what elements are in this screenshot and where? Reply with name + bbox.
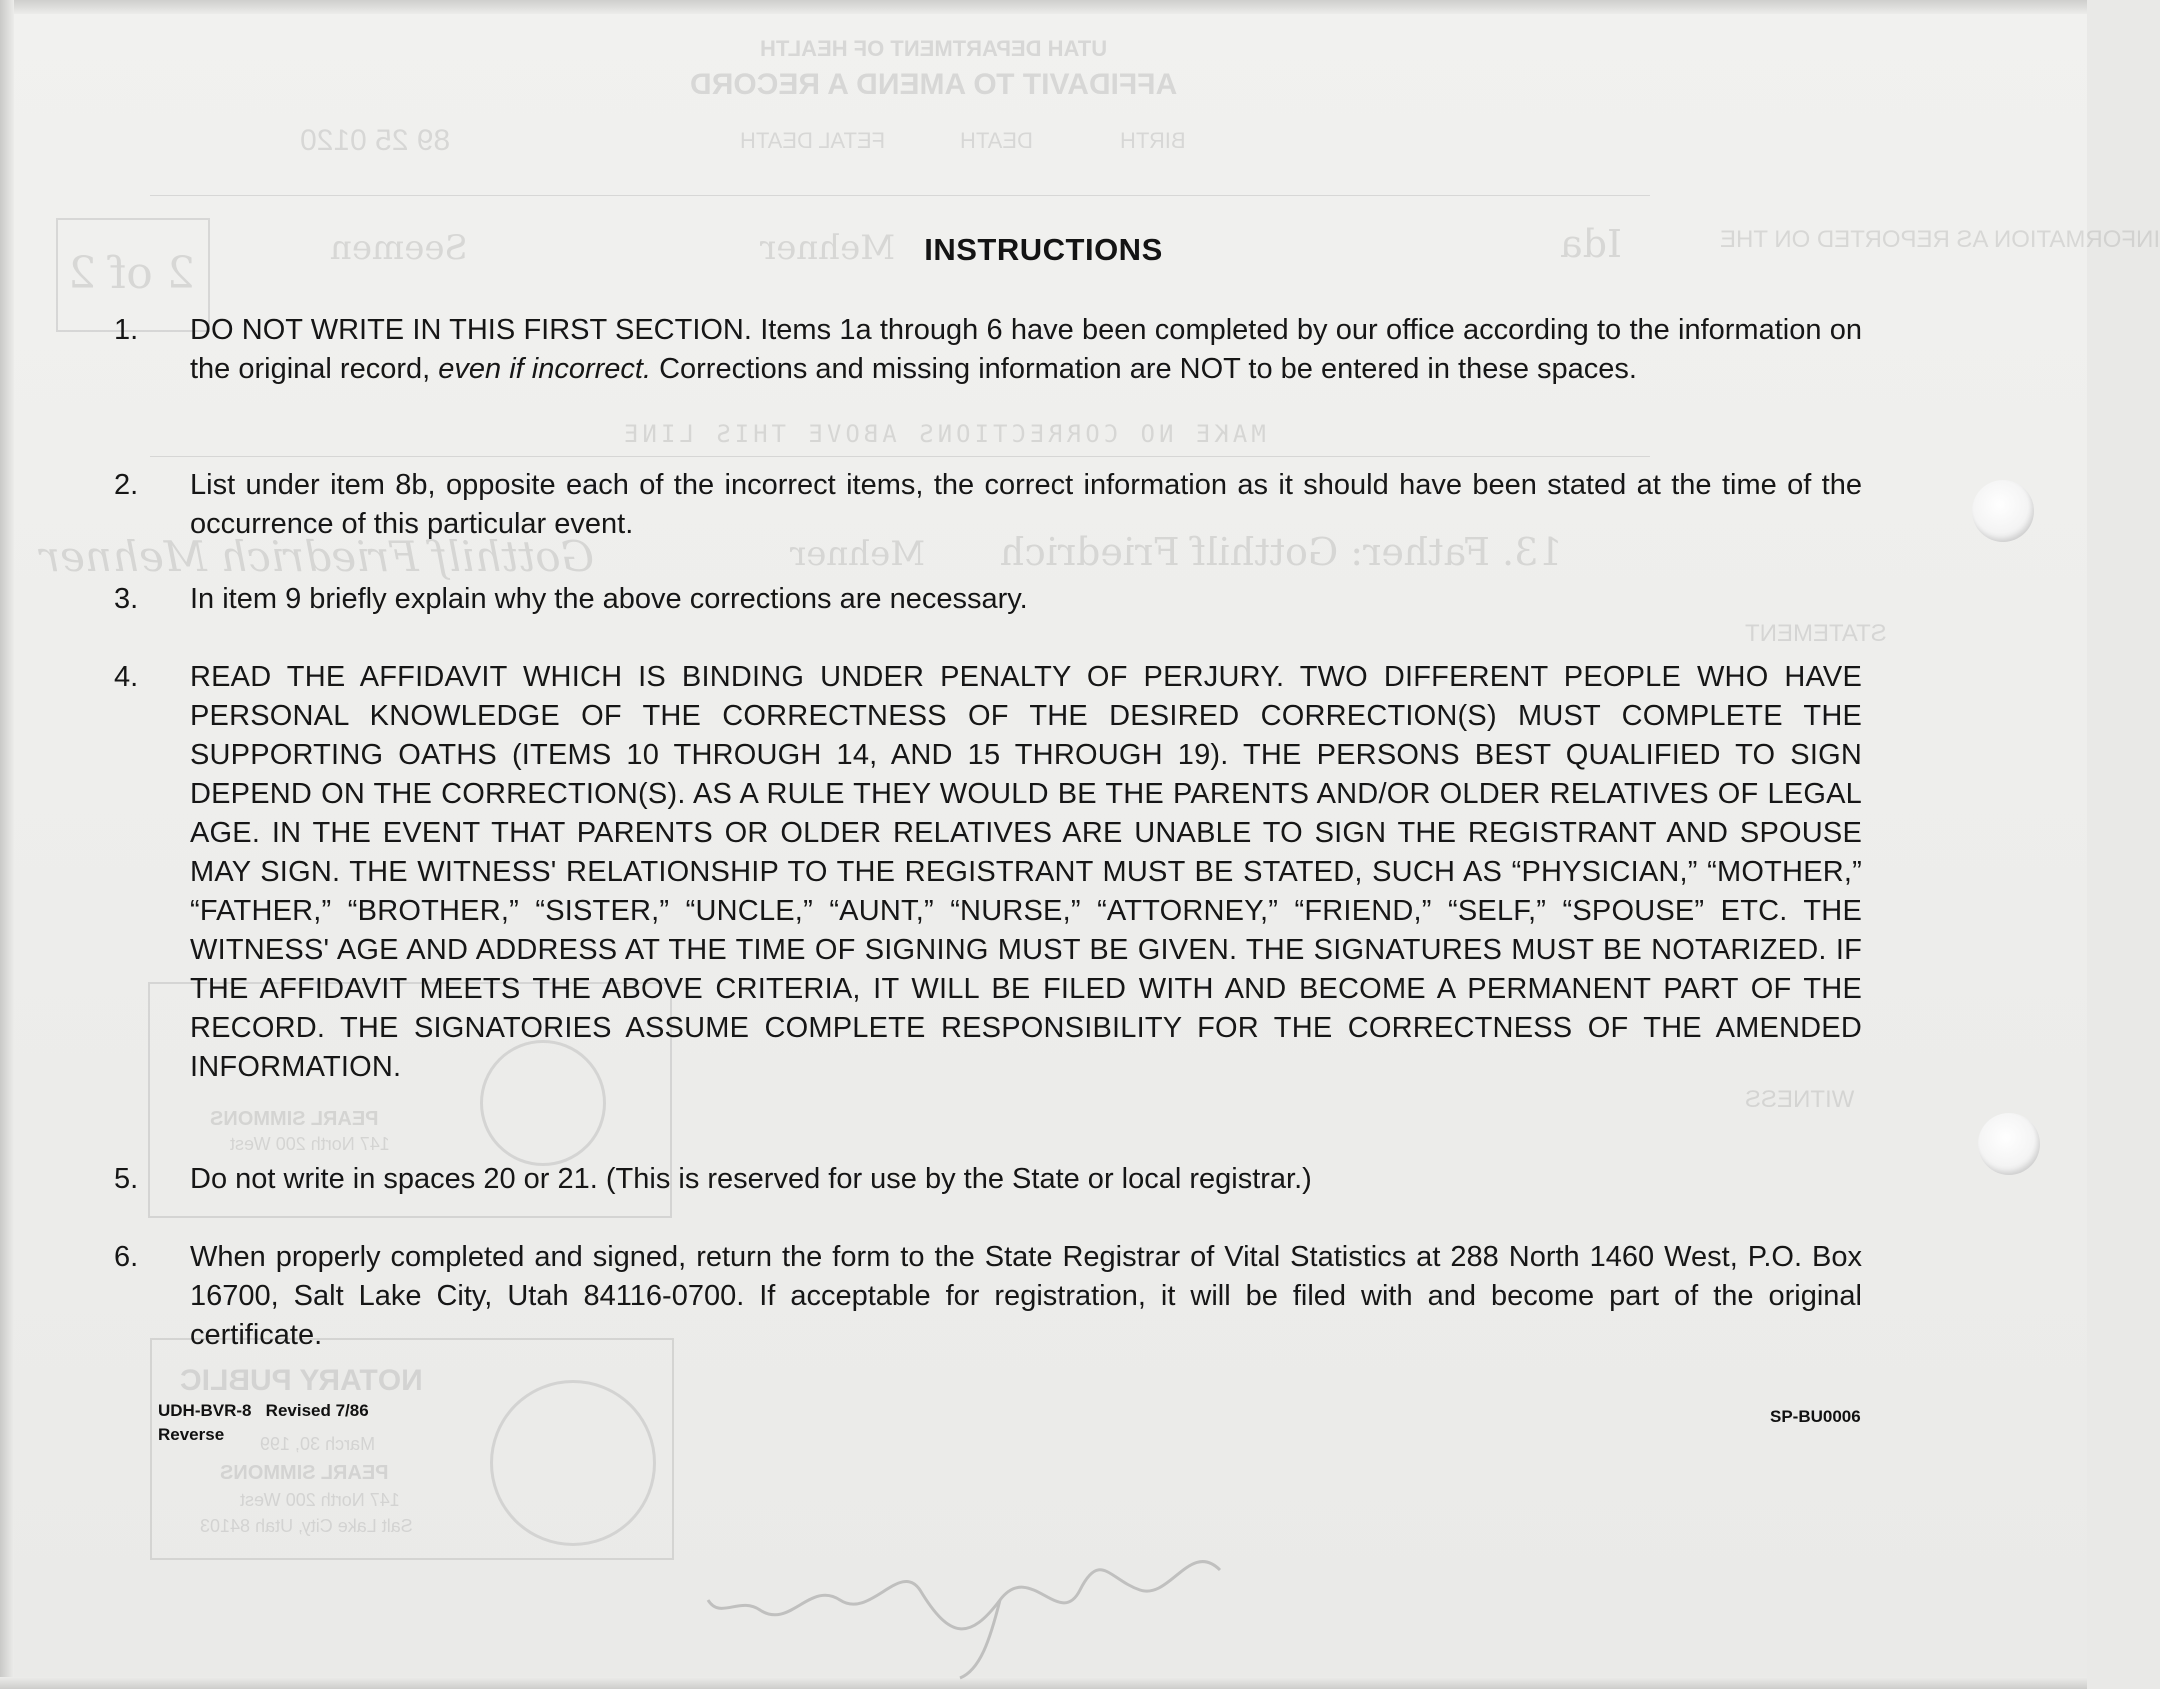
- bleed-header-2: AFFIDAVIT TO AMEND A RECORD: [690, 68, 1178, 101]
- bleed-notary-public: NOTARY PUBLIC: [180, 1364, 423, 1397]
- bleed-notary-street-lower: 147 North 200 West: [240, 1490, 400, 1510]
- instruction-1-lead: DO NOT WRITE IN THIS FIRST SECTION. Items 1a through 6 have been completed by our office according to the information on the original record,: [190, 314, 1862, 385]
- instruction-1-emphasis: even if incorrect.: [438, 353, 652, 385]
- bleed-rule-1: [150, 195, 1650, 196]
- instruction-2-text: List under item 8b, opposite each of the incorrect items, the correct information as it should have been stated at the time of the occurrence of this particular event.: [190, 469, 1862, 540]
- bleed-notary-expiry: March 30, 199: [260, 1434, 376, 1454]
- instruction-5-text: Do not write in spaces 20 or 21. (This is reserved for use by the State or local registrar.): [190, 1163, 1312, 1195]
- bleed-signature: [700, 1530, 1240, 1680]
- punch-hole-upper: [1972, 480, 2034, 542]
- instruction-3-text: In item 9 briefly explain why the above corrections are necessary.: [190, 583, 1028, 615]
- instructions-title: INSTRUCTIONS: [924, 232, 1163, 267]
- bleed-item-13: 13. Father: Gotthilf Friedrich: [1000, 530, 1563, 574]
- bleed-statement: STATEMENT: [1745, 620, 1887, 647]
- bleed-fetal-death: FETAL DEATH: [740, 128, 886, 153]
- form-id: UDH-BVR-8 Revised 7/86: [158, 1401, 369, 1420]
- instruction-2-number: 2.: [114, 469, 139, 501]
- bleed-notary-city-lower: Salt Lake City, Utah 84103: [200, 1516, 413, 1536]
- bleed-make-no-corrections: MAKE NO CORRECTIONS ABOVE THIS LINE: [620, 420, 1266, 448]
- bleed-birth: BIRTH: [1120, 128, 1186, 153]
- instruction-3-number: 3.: [114, 583, 139, 615]
- bleed-handwritten-correction: Gotthilf Friedrich Mehner: [40, 532, 595, 581]
- bleed-name-last: Seemen: [330, 228, 468, 268]
- instruction-6-text: When properly completed and signed, return the form to the State Registrar of Vital Statistics at 288 North 1460 West, P.O. Box 16700, Salt Lake City, Utah 84116-0700. If acceptable for registration, it will be filed with and become part of the original certificate.: [190, 1241, 1862, 1351]
- instruction-1-number: 1.: [114, 314, 139, 346]
- bleed-notary-seal-lower: [490, 1380, 656, 1546]
- instruction-1-text: [190, 311, 1862, 389]
- bleed-notary-street-upper: 147 North 200 West: [230, 1134, 390, 1154]
- instruction-4-text: READ THE AFFIDAVIT WHICH IS BINDING UNDER PENALTY OF PERJURY. TWO DIFFERENT PEOPLE WHO HAVE PERSONAL KNOWLEDGE OF THE CORRECTNESS OF THE DESIRED CORRECTION(S) MUST COMPLETE THE SUPPORTING OATHS (ITEMS 10 THROUGH 14, AND 15 THROUGH 19). THE PERSONS BEST QUALIFIED TO SIGN DEPEND ON THE CORRECTION(S). AS A RULE THEY WOULD BE THE PARENTS AND/OR OLDER RELATIVES OF LEGAL AGE. IN THE EVENT THAT PARENTS OR OLDER RELATIVES ARE UNABLE TO SIGN THE REGISTRANT AND SPOUSE MAY SIGN. THE WITNESS' RELATIONSHIP TO THE REGISTRANT MUST BE STATED, SUCH AS “PHYSICIAN,” “MOTHER,” “FATHER,” “BROTHER,” “SISTER,” “UNCLE,” “AUNT,” “NURSE,” “ATTORNEY,” “FRIEND,” “SELF,” “SPOUSE” ETC. THE WITNESS' AGE AND ADDRESS AT THE TIME OF SIGNING MUST BE GIVEN. THE SIGNATURES MUST BE NOTARIZED. IF THE AFFIDAVIT MEETS THE ABOVE CRITERIA, IT WILL BE FILED WITH AND BECOME A PERMANENT PART OF THE RECORD. THE SIGNATORIES ASSUME COMPLETE RESPONSIBILITY FOR THE CORRECTNESS OF THE AMENDED INFORMATION.: [190, 661, 1862, 1083]
- bleed-witness: WITNESS: [1745, 1086, 1855, 1113]
- bleed-rule-2: [150, 456, 1650, 457]
- punch-hole-lower: [1978, 1113, 2040, 1175]
- instruction-5-number: 5.: [114, 1163, 139, 1195]
- bleed-certificate-number: 89 25 0120: [300, 124, 451, 157]
- bleed-notary-name-lower: PEARL SIMMONS: [220, 1462, 389, 1484]
- form-side: Reverse: [158, 1425, 225, 1444]
- bleed-page-count: 2 of 2: [68, 248, 195, 299]
- instruction-4-number: 4.: [114, 661, 139, 693]
- bleed-death: DEATH: [960, 128, 1033, 153]
- bleed-father-middle: Mehner: [790, 534, 926, 574]
- bleed-name-middle: Mehner: [760, 228, 896, 268]
- bleed-info-reported: INFORMATION AS REPORTED ON THE: [1720, 226, 2160, 253]
- bleed-notary-name-upper: PEARL SIMMONS: [210, 1108, 379, 1130]
- instruction-6-number: 6.: [114, 1241, 139, 1273]
- bleed-header-1: UTAH DEPARTMENT OF HEALTH: [760, 36, 1108, 61]
- instruction-1-tail: Corrections and missing information are NOT to be entered in these spaces.: [651, 353, 1637, 385]
- control-number: SP-BU0006: [1770, 1407, 1861, 1426]
- scan-edge-top: [0, 0, 2087, 14]
- bleed-name-first: Ida: [1560, 222, 1622, 266]
